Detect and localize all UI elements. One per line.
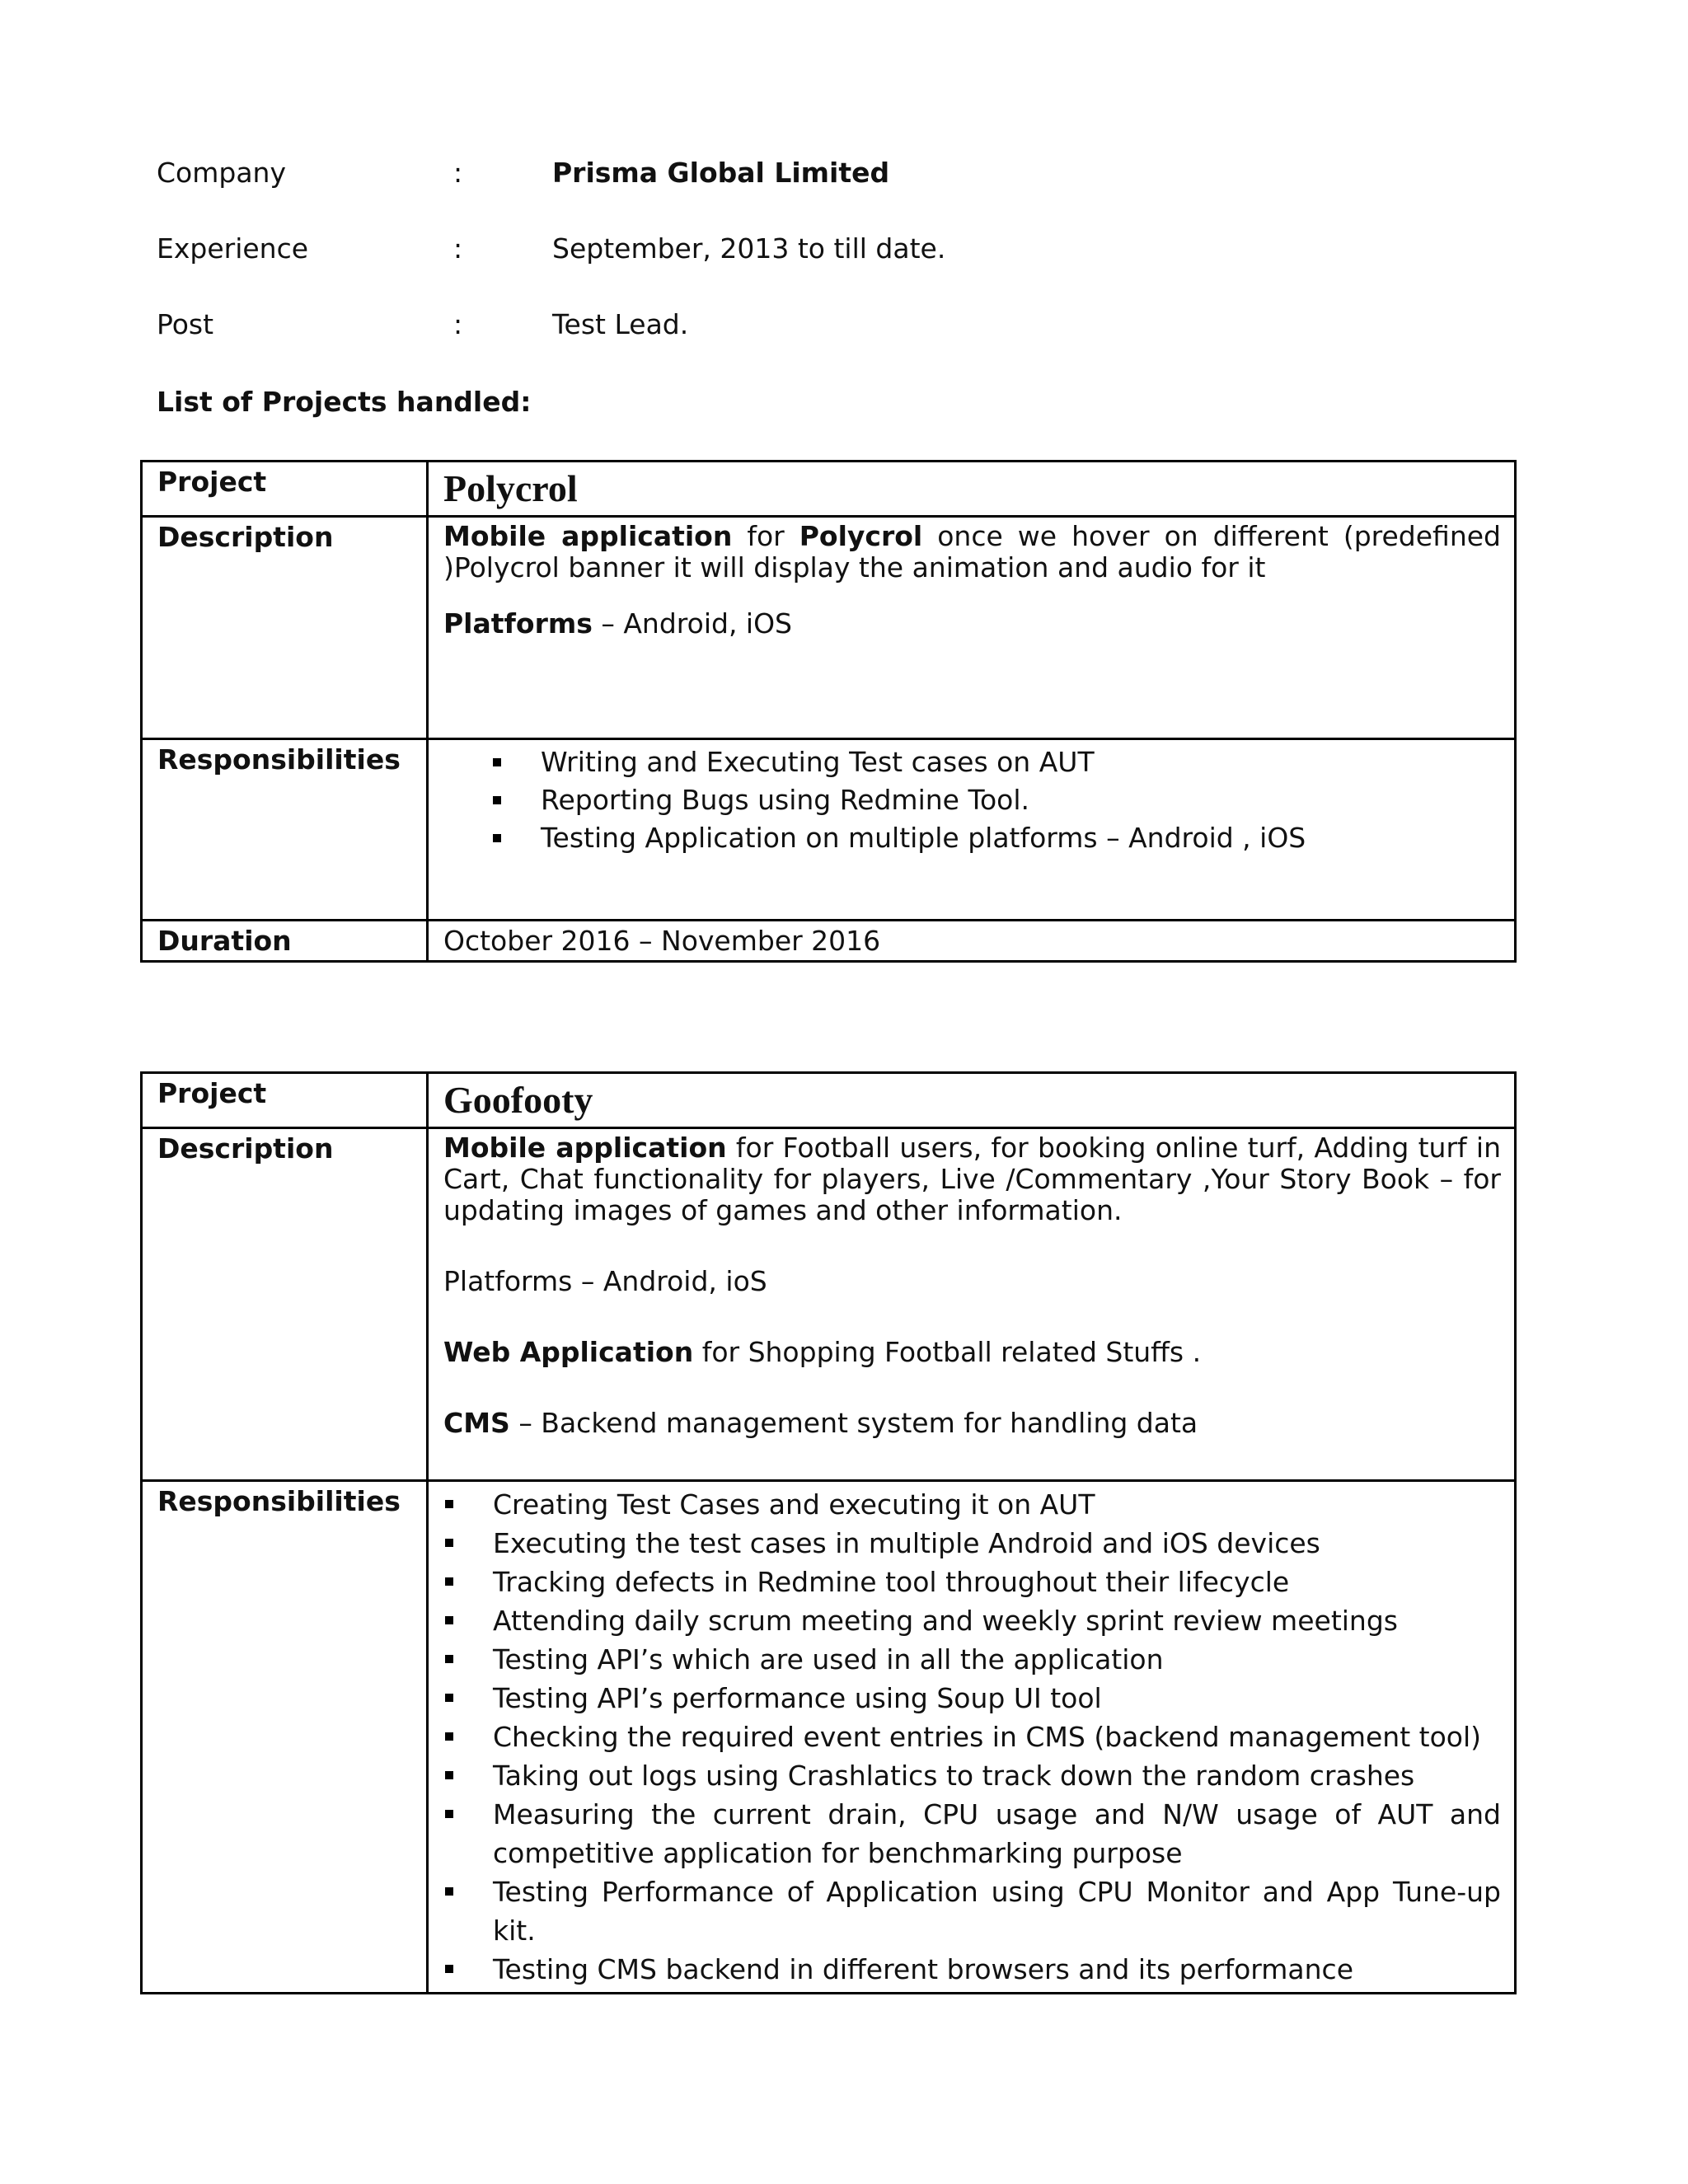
- list-item: Checking the required event entries in CMS (backend management tool): [443, 1718, 1501, 1756]
- description-text: [443, 1132, 1501, 1226]
- platforms-text: Platforms – Android, ioS: [443, 1265, 767, 1297]
- project-table-goofooty: [140, 1071, 1517, 1994]
- list-item: Tracking defects in Redmine tool throughout their lifecycle: [443, 1563, 1501, 1601]
- platforms-label: Platforms: [443, 607, 593, 640]
- description-cell: [428, 1128, 1516, 1481]
- experience-label: Experience: [157, 232, 309, 265]
- platforms-text: [443, 608, 1501, 640]
- list-item: Testing Application on multiple platforms – Android , iOS: [443, 819, 1501, 857]
- company-value: Prisma Global Limited: [552, 157, 890, 189]
- cms-label: CMS: [443, 1407, 510, 1439]
- list-item: Measuring the current drain, CPU usage and N/W usage of AUT and competitive application for benchmarking purpose: [443, 1795, 1501, 1872]
- cms-text: [443, 1408, 1501, 1439]
- post-separator: :: [453, 308, 463, 340]
- duration-value: October 2016 – November 2016: [428, 921, 1516, 962]
- list-item: Testing API’s performance using Soup UI tool: [443, 1679, 1501, 1718]
- responsibilities-list: [443, 743, 1501, 857]
- list-item: Testing CMS backend in different browsers and its performance: [443, 1950, 1501, 1989]
- company-separator: :: [453, 157, 463, 189]
- desc-text-1: for: [732, 520, 799, 552]
- list-item: Creating Test Cases and executing it on AUT: [443, 1485, 1501, 1524]
- responsibilities-list: [443, 1485, 1501, 1989]
- platforms-value: – Android, iOS: [592, 607, 793, 640]
- description-text: [443, 521, 1501, 583]
- list-item: Attending daily scrum meeting and weekly sprint review meetings: [443, 1601, 1501, 1640]
- experience-row: [157, 232, 1558, 274]
- desc-bold-1: Mobile application: [443, 520, 733, 552]
- experience-separator: :: [453, 232, 463, 265]
- desc-bold-2: Polycrol: [799, 520, 923, 552]
- list-item: Reporting Bugs using Redmine Tool.: [443, 781, 1501, 819]
- description-cell: [428, 517, 1516, 739]
- description-label: Description: [142, 517, 428, 739]
- duration-label: Duration: [142, 921, 428, 962]
- list-item: Testing Performance of Application using CPU Monitor and App Tune-up kit.: [443, 1872, 1501, 1950]
- post-value: Test Lead.: [552, 308, 689, 340]
- list-item: Taking out logs using Crashlatics to track down the random crashes: [443, 1756, 1501, 1795]
- list-item: Executing the test cases in multiple Android and iOS devices: [443, 1524, 1501, 1563]
- project-label: Project: [142, 462, 428, 517]
- projects-heading: List of Projects handled:: [157, 386, 532, 418]
- project-name: Polycrol: [443, 467, 578, 509]
- cms-value: – Backend management system for handling data: [509, 1407, 1198, 1439]
- company-label: Company: [157, 157, 286, 189]
- description-row: [142, 1128, 1516, 1481]
- responsibilities-cell: [428, 1481, 1516, 1994]
- description-row: [142, 517, 1516, 739]
- post-label: Post: [157, 308, 214, 340]
- project-label: Project: [142, 1073, 428, 1128]
- project-row: [142, 462, 1516, 517]
- project-name: Goofooty: [443, 1079, 593, 1121]
- web-application-label: Web Application: [443, 1336, 694, 1368]
- duration-row: [142, 921, 1516, 962]
- list-item: Testing API’s which are used in all the application: [443, 1640, 1501, 1679]
- desc-bold-1: Mobile application: [443, 1132, 727, 1164]
- project-name-cell: [428, 462, 1516, 517]
- responsibilities-label: Responsibilities: [142, 1481, 428, 1994]
- web-application-value: for Shopping Football related Stuffs .: [693, 1336, 1202, 1368]
- responsibilities-row: [142, 739, 1516, 921]
- responsibilities-cell: [428, 739, 1516, 921]
- responsibilities-label: Responsibilities: [142, 739, 428, 921]
- list-item: Writing and Executing Test cases on AUT: [443, 743, 1501, 781]
- experience-value: September, 2013 to till date.: [552, 232, 946, 265]
- description-label: Description: [142, 1128, 428, 1481]
- project-row: [142, 1073, 1516, 1128]
- post-row: [157, 308, 1558, 349]
- project-name-cell: [428, 1073, 1516, 1128]
- web-application-text: [443, 1337, 1501, 1368]
- company-row: [157, 157, 1558, 198]
- desc-text-2: once we hover on different (predefined )Polycrol banner it will display the animation and audio for it: [443, 520, 1501, 583]
- desc-text-1: for Football users, for booking online turf, Adding turf in Cart, Chat functionality for players, Live /Commentary ,Your Story Book – for updating images of games and other information.: [443, 1132, 1502, 1226]
- responsibilities-row: [142, 1481, 1516, 1994]
- project-table-polycrol: [140, 460, 1517, 963]
